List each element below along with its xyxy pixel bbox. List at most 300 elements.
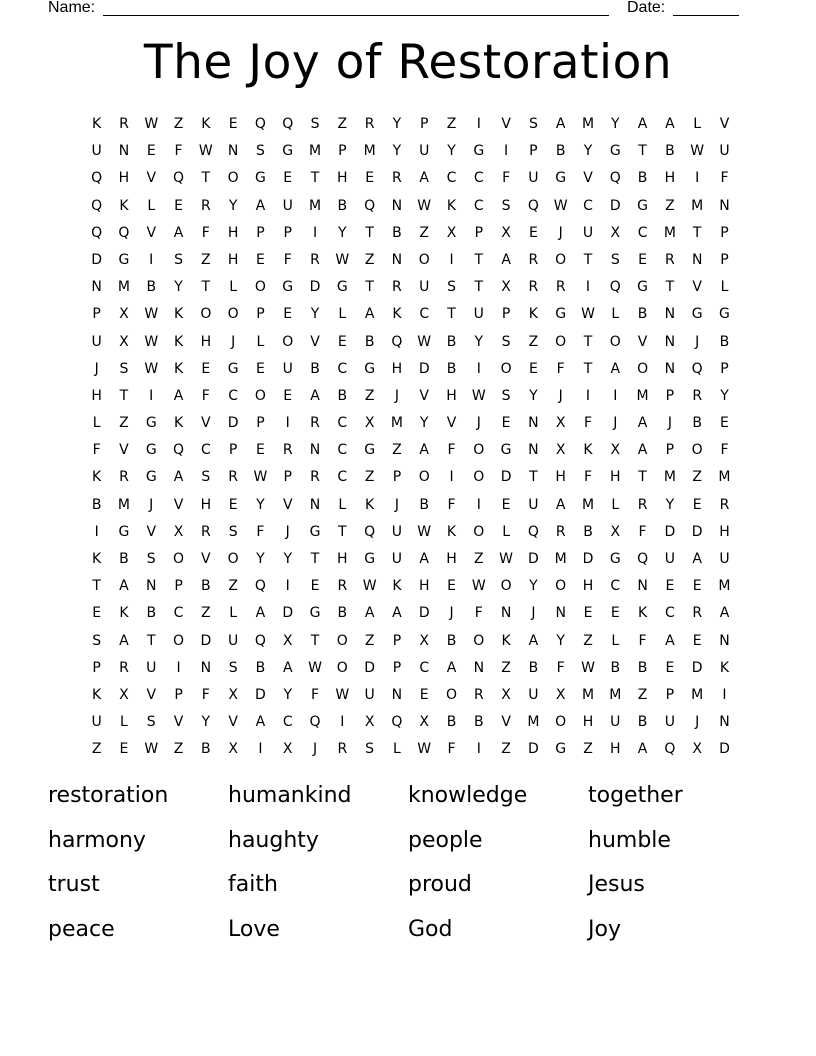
grid-letter[interactable]: T [92,578,101,595]
grid-letter[interactable]: Y [392,116,402,132]
grid-letter[interactable]: H [337,551,348,567]
grid-letter[interactable]: H [200,496,212,513]
grid-letter[interactable]: C [446,170,457,187]
grid-letter[interactable]: P [720,360,729,377]
grid-letter[interactable]: X [610,442,621,459]
grid-letter[interactable]: A [555,496,566,513]
grid-letter[interactable]: Z [528,333,539,350]
grid-letter[interactable]: B [583,523,593,540]
grid-letter[interactable]: Z [201,251,211,268]
grid-letter[interactable]: M [363,143,376,160]
grid-letter[interactable]: U [91,143,102,160]
grid-letter[interactable]: W [499,551,514,567]
grid-letter[interactable]: N [146,578,157,595]
grid-letter[interactable]: G [500,442,512,459]
grid-letter[interactable]: N [664,333,676,350]
grid-letter[interactable]: U [146,659,157,676]
grid-letter[interactable]: Y [720,387,729,404]
grid-letter[interactable]: U [282,197,293,214]
grid-letter[interactable]: X [692,741,702,758]
grid-letter[interactable]: G [336,279,348,296]
grid-letter[interactable]: S [501,197,511,214]
grid-letter[interactable]: F [447,741,456,758]
grid-letter[interactable]: D [91,251,103,268]
grid-letter[interactable]: U [391,551,403,567]
grid-letter[interactable]: I [476,496,481,513]
grid-letter[interactable]: A [173,224,184,241]
grid-letter[interactable]: A [610,360,621,377]
grid-letter[interactable]: S [255,143,265,160]
grid-letter[interactable]: T [146,632,156,649]
grid-letter[interactable]: L [120,714,128,731]
grid-letter[interactable]: E [283,170,293,187]
grid-letter[interactable]: T [638,143,647,160]
grid-letter[interactable]: O [173,551,185,567]
grid-letter[interactable]: K [119,197,129,214]
grid-letter[interactable]: V [446,415,457,432]
grid-letter[interactable]: Z [173,741,184,758]
grid-letter[interactable]: B [364,333,375,350]
grid-letter[interactable]: H [446,551,457,567]
grid-letter[interactable]: I [476,116,481,132]
grid-letter[interactable]: X [419,714,429,731]
grid-letter[interactable]: N [555,605,566,622]
grid-letter[interactable]: Y [392,143,402,160]
grid-letter[interactable]: G [255,170,266,187]
grid-letter[interactable]: Z [583,632,593,649]
grid-letter[interactable]: R [692,605,703,622]
grid-letter[interactable]: N [719,632,730,649]
grid-letter[interactable]: O [227,306,239,323]
grid-letter[interactable]: K [583,442,593,459]
grid-letter[interactable]: M [691,197,704,214]
grid-letter[interactable]: B [446,714,457,731]
grid-letter[interactable]: W [253,469,268,486]
grid-letter[interactable]: M [308,143,322,160]
grid-letter[interactable]: Z [501,741,511,758]
grid-letter[interactable]: B [446,333,457,350]
grid-letter[interactable]: V [146,224,157,241]
grid-letter[interactable]: M [581,686,595,703]
grid-letter[interactable]: M [117,279,130,296]
grid-letter[interactable]: F [447,496,456,513]
grid-letter[interactable]: W [417,741,432,758]
grid-letter[interactable]: Q [282,116,294,132]
grid-letter[interactable]: M [663,224,676,241]
grid-letter[interactable]: G [145,415,157,432]
grid-letter[interactable]: Y [474,333,484,350]
grid-letter[interactable]: P [256,224,265,241]
grid-letter[interactable]: Z [364,251,375,268]
grid-letter[interactable]: D [418,360,430,377]
grid-letter[interactable]: G [282,143,294,160]
grid-letter[interactable]: A [282,659,293,676]
grid-letter[interactable]: N [391,686,403,703]
grid-letter[interactable]: R [692,387,703,404]
grid-letter[interactable]: U [719,551,730,567]
grid-letter[interactable]: Y [310,306,320,323]
grid-letter[interactable]: O [473,632,485,649]
grid-letter[interactable]: B [474,714,484,731]
grid-letter[interactable]: O [418,469,430,486]
grid-letter[interactable]: P [720,224,729,241]
grid-letter[interactable]: C [419,659,430,676]
grid-letter[interactable]: D [364,659,375,676]
grid-letter[interactable]: G [637,197,649,214]
grid-letter[interactable]: B [146,605,157,622]
grid-letter[interactable]: E [638,251,648,268]
grid-letter[interactable]: Q [637,551,649,567]
grid-letter[interactable]: L [256,333,265,350]
grid-letter[interactable]: Z [119,415,129,432]
grid-letter[interactable]: Z [665,197,675,214]
grid-letter[interactable]: T [119,387,129,404]
grid-letter[interactable]: V [146,170,157,187]
grid-letter[interactable]: C [282,714,293,731]
grid-letter[interactable]: R [473,686,484,703]
grid-letter[interactable]: W [335,251,350,268]
grid-letter[interactable]: D [309,279,321,296]
grid-letter[interactable]: S [92,632,102,649]
grid-letter[interactable]: R [637,496,648,513]
grid-letter[interactable]: V [201,415,211,432]
grid-letter[interactable]: E [665,659,675,676]
grid-letter[interactable]: A [255,197,266,214]
grid-letter[interactable]: C [200,442,211,459]
grid-letter[interactable]: A [364,306,375,323]
grid-letter[interactable]: R [310,469,320,486]
grid-letter[interactable]: X [501,279,511,296]
grid-letter[interactable]: D [227,415,239,432]
grid-letter[interactable]: B [119,551,129,567]
grid-letter[interactable]: G [145,469,157,486]
grid-letter[interactable]: F [556,659,565,676]
grid-letter[interactable]: V [419,387,429,404]
grid-letter[interactable]: E [228,496,238,513]
grid-letter[interactable]: O [691,442,703,459]
grid-letter[interactable]: A [446,659,457,676]
grid-letter[interactable]: G [145,442,157,459]
grid-letter[interactable]: F [256,523,265,540]
grid-letter[interactable]: K [92,116,102,132]
grid-letter[interactable]: H [582,578,594,595]
grid-letter[interactable]: T [583,251,593,268]
grid-letter[interactable]: B [665,143,675,160]
grid-letter[interactable]: H [719,523,730,540]
grid-letter[interactable]: B [637,306,648,323]
grid-letter[interactable]: F [638,632,647,649]
grid-letter[interactable]: D [609,197,621,214]
grid-letter[interactable]: I [285,415,290,432]
grid-letter[interactable]: X [364,415,375,432]
grid-letter[interactable]: C [337,360,348,377]
grid-letter[interactable]: E [583,605,593,622]
grid-letter[interactable]: D [255,686,266,703]
grid-letter[interactable]: K [173,415,184,432]
grid-letter[interactable]: B [337,387,348,404]
grid-letter[interactable]: U [719,143,730,160]
grid-letter[interactable]: F [583,469,593,486]
grid-letter[interactable]: Q [118,224,130,241]
grid-letter[interactable]: X [282,741,293,758]
grid-letter[interactable]: D [500,469,512,486]
grid-letter[interactable]: I [722,686,727,703]
grid-letter[interactable]: Q [691,360,703,377]
grid-letter[interactable]: N [637,578,648,595]
grid-letter[interactable]: P [283,469,292,486]
grid-letter[interactable]: W [144,741,159,758]
grid-letter[interactable]: Q [91,170,103,187]
grid-letter[interactable]: B [446,632,457,649]
grid-letter[interactable]: K [92,686,102,703]
grid-letter[interactable]: Q [664,741,676,758]
grid-letter[interactable]: N [227,143,239,160]
grid-letter[interactable]: O [254,279,266,296]
grid-letter[interactable]: N [391,197,403,214]
grid-letter[interactable]: Q [364,197,376,214]
grid-letter[interactable]: A [119,578,129,595]
grid-letter[interactable]: F [447,442,456,459]
grid-letter[interactable]: G [118,523,130,540]
grid-letter[interactable]: O [637,360,649,377]
grid-letter[interactable]: F [556,360,565,377]
grid-letter[interactable]: Q [254,116,266,132]
grid-letter[interactable]: O [500,360,512,377]
grid-letter[interactable]: X [419,632,429,649]
grid-letter[interactable]: B [692,415,702,432]
grid-letter[interactable]: F [174,143,183,160]
grid-letter[interactable]: Y [665,496,675,513]
grid-letter[interactable]: L [393,741,401,758]
grid-letter[interactable]: I [94,523,99,540]
grid-letter[interactable]: Q [254,632,266,649]
grid-letter[interactable]: O [227,170,239,187]
grid-letter[interactable]: T [310,170,320,187]
grid-letter[interactable]: E [447,578,456,595]
grid-letter[interactable]: C [610,578,621,595]
grid-letter[interactable]: K [501,632,511,649]
grid-letter[interactable]: T [529,469,538,486]
grid-letter[interactable]: R [392,170,402,187]
grid-letter[interactable]: M [718,469,731,486]
grid-letter[interactable]: R [528,279,539,296]
grid-letter[interactable]: M [554,551,567,567]
grid-letter[interactable]: G [364,360,376,377]
grid-letter[interactable]: K [392,578,402,595]
grid-letter[interactable]: C [419,306,430,323]
grid-letter[interactable]: O [473,469,485,486]
grid-letter[interactable]: B [637,714,648,731]
grid-letter[interactable]: Z [583,741,593,758]
grid-letter[interactable]: J [394,387,399,404]
grid-letter[interactable]: A [173,387,184,404]
grid-letter[interactable]: O [555,714,567,731]
grid-letter[interactable]: S [528,116,538,132]
grid-letter[interactable]: Y [228,197,238,214]
grid-letter[interactable]: N [500,605,512,622]
grid-letter[interactable]: K [365,496,375,513]
grid-letter[interactable]: U [282,360,293,377]
grid-letter[interactable]: V [719,116,730,132]
grid-letter[interactable]: A [501,251,511,268]
grid-letter[interactable]: I [449,251,454,268]
grid-letter[interactable]: R [364,116,375,132]
grid-letter[interactable]: H [610,741,621,758]
grid-letter[interactable]: Y [583,143,593,160]
grid-letter[interactable]: H [610,469,621,486]
grid-letter[interactable]: D [528,551,539,567]
grid-letter[interactable]: I [449,469,454,486]
grid-letter[interactable]: N [719,714,730,731]
grid-letter[interactable]: E [146,143,156,160]
grid-letter[interactable]: W [144,306,159,323]
grid-letter[interactable]: O [445,686,458,703]
grid-letter[interactable]: G [309,523,321,540]
grid-letter[interactable]: I [258,741,263,758]
grid-letter[interactable]: M [581,116,595,132]
grid-letter[interactable]: Z [228,578,238,595]
grid-letter[interactable]: K [637,605,648,622]
grid-letter[interactable]: T [201,170,211,187]
grid-letter[interactable]: H [664,170,676,187]
name-blank-line[interactable] [103,15,609,16]
grid-letter[interactable]: B [337,605,348,622]
grid-letter[interactable]: O [418,251,430,268]
grid-letter[interactable]: J [558,224,563,241]
grid-letter[interactable]: L [229,279,238,296]
grid-letter[interactable]: A [419,442,429,459]
grid-letter[interactable]: L [338,306,347,323]
grid-letter[interactable]: F [474,605,483,622]
grid-letter[interactable]: T [310,551,320,567]
grid-letter[interactable]: I [476,360,481,377]
grid-letter[interactable]: R [719,496,730,513]
grid-letter[interactable]: V [173,496,184,513]
grid-letter[interactable]: I [476,741,481,758]
grid-letter[interactable]: O [555,333,567,350]
grid-letter[interactable]: W [553,197,568,214]
grid-letter[interactable]: F [201,686,210,703]
grid-letter[interactable]: R [200,197,211,214]
grid-letter[interactable]: E [501,415,511,432]
grid-letter[interactable]: W [144,333,159,350]
grid-letter[interactable]: C [473,197,484,214]
grid-letter[interactable]: Y [201,714,211,731]
grid-letter[interactable]: U [610,714,621,731]
grid-letter[interactable]: J [312,741,318,758]
grid-letter[interactable]: L [92,415,101,432]
grid-letter[interactable]: X [555,686,566,703]
grid-letter[interactable]: C [173,605,184,622]
grid-letter[interactable]: P [501,306,511,323]
grid-letter[interactable]: N [719,197,730,214]
grid-letter[interactable]: N [91,279,102,296]
grid-letter[interactable]: E [528,360,538,377]
grid-letter[interactable]: T [338,523,347,540]
grid-letter[interactable]: X [119,686,129,703]
grid-letter[interactable]: K [92,469,102,486]
grid-letter[interactable]: U [419,279,430,296]
grid-letter[interactable]: R [337,578,348,595]
grid-letter[interactable]: P [392,632,402,649]
grid-letter[interactable]: K [528,306,538,323]
grid-letter[interactable]: D [282,605,294,622]
grid-letter[interactable]: U [91,333,102,350]
grid-letter[interactable]: C [337,415,348,432]
grid-letter[interactable]: P [256,306,265,323]
grid-letter[interactable]: N [664,306,676,323]
grid-letter[interactable]: Z [337,116,348,132]
grid-letter[interactable]: I [695,170,700,187]
grid-letter[interactable]: O [336,659,348,676]
grid-letter[interactable]: X [555,415,566,432]
grid-letter[interactable]: G [555,741,567,758]
grid-letter[interactable]: V [201,551,211,567]
grid-letter[interactable]: E [692,496,702,513]
grid-letter[interactable]: A [665,632,675,649]
grid-letter[interactable]: T [365,279,374,296]
grid-letter[interactable]: H [200,333,212,350]
grid-letter[interactable]: P [283,224,292,241]
grid-letter[interactable]: D [418,605,430,622]
grid-letter[interactable]: S [501,333,511,350]
grid-letter[interactable]: X [555,442,566,459]
grid-letter[interactable]: Z [637,686,648,703]
grid-letter[interactable]: A [364,605,375,622]
grid-letter[interactable]: T [474,279,484,296]
grid-letter[interactable]: T [665,279,675,296]
grid-letter[interactable]: U [528,170,539,187]
grid-letter[interactable]: P [419,116,429,132]
grid-letter[interactable]: H [227,224,239,241]
grid-letter[interactable]: D [528,741,539,758]
grid-letter[interactable]: A [528,632,539,649]
grid-letter[interactable]: C [337,442,348,459]
grid-letter[interactable]: N [473,659,485,676]
grid-letter[interactable]: S [310,116,320,132]
grid-letter[interactable]: F [310,686,320,703]
grid-letter[interactable]: V [501,714,511,731]
grid-letter[interactable]: V [637,333,648,350]
grid-letter[interactable]: A [119,632,129,649]
grid-letter[interactable]: V [146,686,157,703]
grid-letter[interactable]: Y [283,551,292,567]
grid-letter[interactable]: B [201,741,211,758]
grid-letter[interactable]: B [146,279,157,296]
grid-letter[interactable]: B [337,197,348,214]
grid-letter[interactable]: B [555,143,566,160]
grid-letter[interactable]: Z [446,116,457,132]
grid-letter[interactable]: J [449,605,454,622]
grid-letter[interactable]: B [310,360,320,377]
grid-letter[interactable]: Z [201,605,211,622]
grid-letter[interactable]: W [471,578,486,595]
grid-letter[interactable]: G [309,605,321,622]
grid-letter[interactable]: Q [609,170,621,187]
grid-letter[interactable]: J [531,605,536,622]
grid-letter[interactable]: Q [391,333,403,350]
grid-letter[interactable]: X [610,523,621,540]
grid-letter[interactable]: J [94,360,99,377]
grid-letter[interactable]: Q [309,714,321,731]
grid-letter[interactable]: O [473,442,485,459]
grid-letter[interactable]: M [691,686,704,703]
grid-letter[interactable]: E [720,415,729,432]
grid-letter[interactable]: G [364,442,376,459]
grid-letter[interactable]: O [227,551,239,567]
grid-letter[interactable]: B [637,659,648,676]
grid-letter[interactable]: S [119,360,129,377]
